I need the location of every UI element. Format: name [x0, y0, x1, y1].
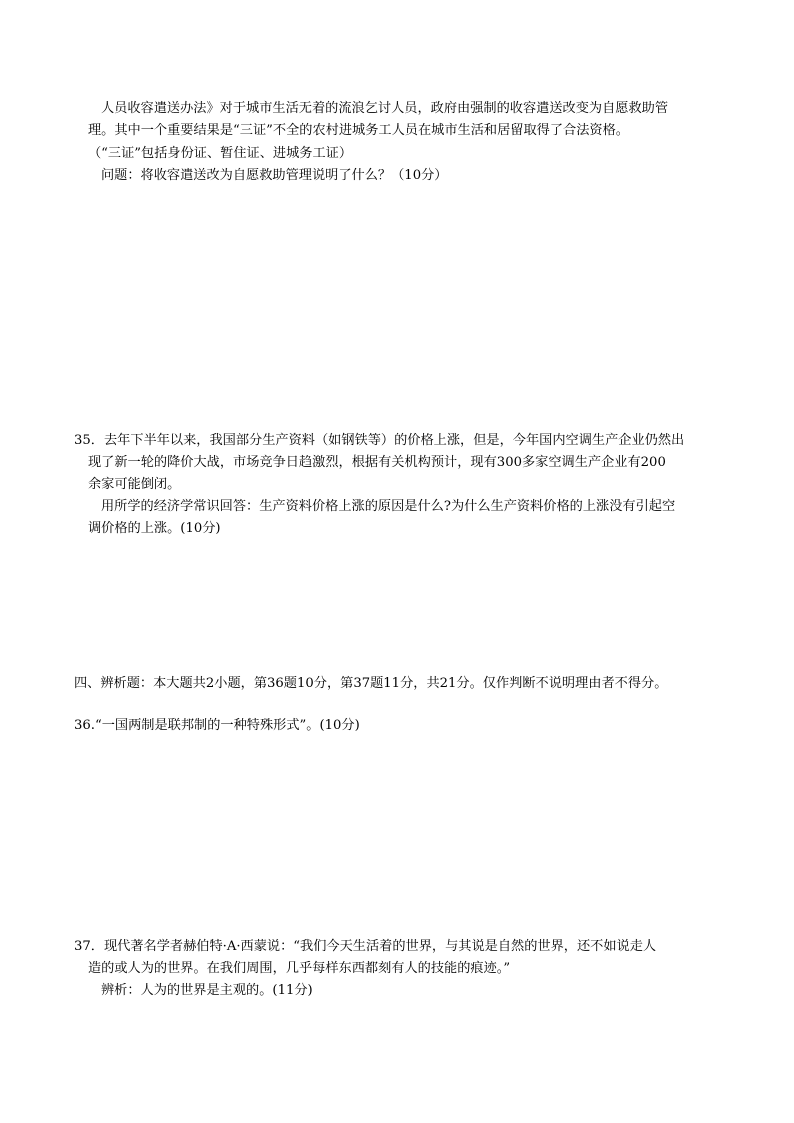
q35-line-4: 用所学的经济学常识回答：生产资料价格上涨的原因是什么?为什么生产资料价格的上涨没有引起空: [101, 499, 676, 514]
q36-statement: 36.“一国两制是联邦制的一种特殊形式”。(10分): [74, 718, 360, 733]
q34-question: 问题：将收容遣送改为自愿救助管理说明了什么？（10分）: [101, 168, 448, 183]
q37-line-1: 37．现代著名学者赫伯特·A·西蒙说：“我们今天生活着的世界，与其说是自然的世界，还不如说走人: [74, 939, 657, 954]
section-4-heading: 四、辨析题：本大题共2小题，第36题10分，第37题11分，共21分。仅作判断不说明理由者不得分。: [74, 676, 668, 691]
q34-context-line-3: （“三证”包括身份证、暂住证、进城务工证）: [88, 146, 353, 161]
q35-line-5: 调价格的上涨。(10分): [88, 521, 221, 536]
q34-context-line-2: 理。其中一个重要结果是“三证”不全的农村进城务工人员在城市生活和居留取得了合法资格。: [88, 123, 629, 138]
q34-context-line-1: 人员收容遣送办法》对于城市生活无着的流浪乞讨人员，政府由强制的收容遣送改变为自愿救助管: [101, 101, 669, 116]
q35-line-3: 余家可能倒闭。: [88, 477, 181, 492]
q35-line-1: 35．去年下半年以来，我国部分生产资料（如钢铁等）的价格上涨，但是，今年国内空调生产企业仍然出: [74, 433, 685, 448]
q35-line-2: 现了新一轮的降价大战，市场竞争日趋激烈，根据有关机构预计，现有300多家空调生产企业有200: [88, 455, 666, 470]
q37-line-2: 造的或人为的世界。在我们周围，几乎每样东西都刻有人的技能的痕迹。”: [88, 961, 511, 976]
q37-question: 辨析：人为的世界是主观的。(11分): [101, 983, 313, 998]
